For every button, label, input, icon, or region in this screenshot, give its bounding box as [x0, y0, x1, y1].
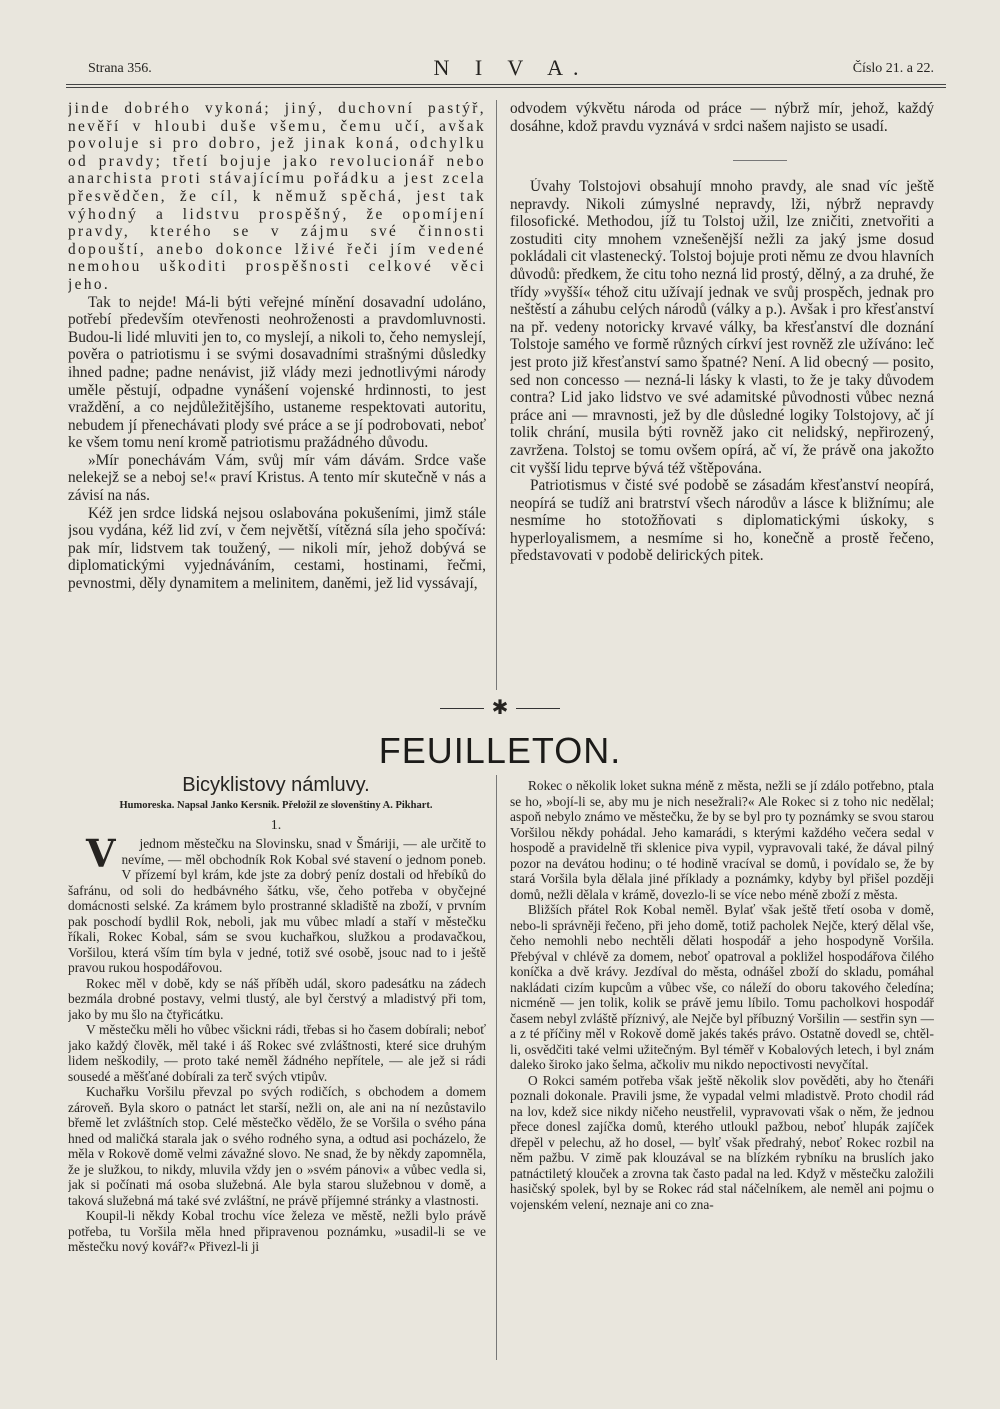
commentary-column	[510, 178, 934, 690]
page-number: Strana 356.	[88, 61, 152, 76]
article-paragraph: »Mír ponechávám Vám, svůj mír vám dávám. Srdce vaše nelekejž se a neboj se!« praví Kristus. A tento mír skutečně v nás a závisí na nás.	[68, 451, 486, 505]
story-paragraph-text: jednom městečku na Slovinsku, snad v Šmáriji, — ale určitě to nevíme, — měl obchodník Rok Kobal své stavení o jednom poneb. V přízemí byl krám, kde jste za dobrý peníz dostali od hřebíků do šafránu, od soli do hedbávného šátku, vše, čeho potřeba v obyčejné domácnosti selské. Za krámem bylo prostranné skladiště na zboží, v prvním pak poschodí bydlil Rok, neboli, jak mu vůbec mladí a staří v městečku říkali, Rokec Kobal, sám se svou kuchařkou, služkou a prodavačkou, Voršilou, která vším tím byla v jedné, totiž své osobě, jsouc nad to i ještě pravou rukou hospodářovou.	[68, 836, 486, 975]
journal-title: N I V A.	[433, 55, 589, 80]
article-paragraph: Tak to nejde! Má-li býti veřejné mínění dosavadní udoláno, potřebí především otevřenosti neohroženosti a pravdomluvnosti. Budou-li lidé mluviti jen to, co myslejí, a nikoli to, čeho nemyslejí, pověra o patriotismu i se svými dosavadními strašnými důsledky ihned padne; padne nenávist, již vlády mezi jednotlivými národy uměle pěstují, odpadne vynášení vojenské hrdinnosti, to jest vraždění, a co nejdůležitějšího, ustaneme respektovati autoritu, nebudem jí přenechávati plody své práce a se jí podrobovati, neboť ke všem tomu není kromě patriotismu pražádného důvodu.	[68, 293, 486, 452]
story-paragraph: Kuchařku Voršilu převzal po svých rodičích, s obchodem a domem zároveň. Byla skoro o patnáct let starší, nežli on, ale ani na ní nezůstavilo břemě let zvláštních stop. Celé městečko vědělo, že se Voršila o svého pána hned od maličká starala jak o svého rodného syna, a odtud asi pocházelo, že měla v Rokově domě velmi závažné slovo. Ne snad, že by někdy zapomněla, že je služkou, to nikdy, mluvila vždy jen o »svém pánovi« a vůbec vedla si, jak si počínati má osoba služebná. Ale byla starou služebnou v domě, a taková služebná má také své zvláštní, ne právě příjemné stránky a vlastnosti.	[68, 1084, 486, 1208]
commentary-paragraph: Úvahy Tolstojovi obsahují mnoho pravdy, ale snad víc ještě nepravdy. Nikoli zúmyslné nepravdy, lži, nýbrž nepravdy filosofické. Methodou, jíž tu Tolstoj užil, lze zničiti, znetvořiti a zostuditi city mnohem vznešenější nežli za jaký jsme dosud pokládali cit vlastenecký. Tolstoj bojuje proti němu ze dvou hlavních důvodů: předkem, že citu toho nezná lid prostý, dělný, a za druhé, že třídy »vyšší« téhož citu užívají jednak ve svůj prospěch, jednak pro neštěstí a záhubu celých národů (války a p.). Avšak i pro křesťanství na př. vedeny notoricky krvavé války, ba křesťanství dle doznání Tolstoje samého ve formě různých církví jest rovněž zle užíváno: leč jest proto již křesťanství samo špatné? Není. A lid obecný — posito, sed non concesso — nezná-li lásky k vlasti, to že je taky důvodem contra? Lid jako lidstvo ve své adamitské původnosti vůbec nezná práce ani — mravnosti, jež by dle důsledné logiky Tolstojovy, ač jí tolik chrání, musila býti rovněž jako cit nelidský, nepřirozený, zavržena. Tolstoj se tomu ovšem opírá, ač ví, že právě ona jakožto cit vyšší lidu teprve bývá též vštěpována.	[510, 178, 934, 477]
article-left-column	[68, 100, 486, 688]
page-header	[88, 55, 934, 81]
ornament-line	[440, 708, 484, 709]
header-rule-double	[66, 87, 946, 88]
story-paragraph: V městečku měli ho vůbec všickni rádi, třebas si ho časem dobírali; neboť jako každý člověk, měl také i áš Rokec své zvláštnosti, které sice druhým lidem neškodily, — proto také neměl žádného nepřítele, — ale jež si rádi sousedé a měšťané dobírali za terč svých vtipův.	[68, 1022, 486, 1084]
feuilleton-left-column	[68, 836, 486, 1356]
dropcap-letter: V	[86, 836, 116, 876]
article-paragraph: jinde dobrého vykoná; jiný, duchovní pastýř, nevěří v hloubi duše všemu, čemu učí, avšak povoluje si pro dobro, jež jinak koná, odchylku od pravdy; třetí bojuje jako revolucionář nebo anarchista proti stávajícímu pořádku a jest zcela přesvědčen, že cíl, k němuž spěchá, jest tak výhodný a lidstvu prospěšný, že opomíjení pravdy, kterého se v zájmu své činnosti dopouští, anebo dokonce lživé řeči jím vedené nemohou uškoditi prospěšnosti celkové věci jeho.	[68, 100, 486, 293]
story-paragraph: Rokec o několik loket sukna méně z města, nežli se jí zdálo potřebno, ptala se ho, »bojí-li se, aby mu je nich nesežrali?« Ale Rokec si z toho nic nedělal; aspoň nebylo známo ve městečku, že by se byl pro ty poznámky se svou starou Voršilou někdy pohádal. Jeho kamarádi, s kterými každého večera sedal v hospodě a pravidelně tři sklenice piva vypil, vypravovali také, že dával pilný pozor na devátou hodinu; o té hodině vracíval se domů, i povídalo se, že by stará Voršila byla dělala jiné příklady a poznámky, kdyby byl přišel později domů, nežli dělala v krámě, dovezlo-li se více nebo méně zboží z města.	[510, 778, 934, 902]
ornament-star-icon: ✱	[491, 697, 509, 719]
ornament-divider	[440, 697, 560, 721]
column-rule	[496, 100, 497, 690]
story-paragraph: Koupil-li někdy Kobal trochu více železa ve městě, nežli bylo právě potřeba, tu Voršila měla hned připravenou poznámku, »usadil-li se ve městečku nový kovář?« Přivezl-li ji	[68, 1208, 486, 1254]
commentary-paragraph: Patriotismus v čisté své podobě se zásadám křesťanství neopírá, neopírá se tudíž ani bratrství všech národův a lásce k bližnímu; ale nesmíme ho stotožňovati s diplomatickými úskoky, s hyperloyalismem, a nesmíme si ho, konečně a prostě řečeno, představovati v podobě delirických pitek.	[510, 477, 934, 565]
ornament-line	[516, 708, 560, 709]
header-rule	[66, 84, 946, 85]
feuilleton-right-column	[510, 778, 934, 1358]
issue-number: Číslo 21. a 22.	[852, 61, 934, 76]
section-divider	[733, 160, 787, 161]
article-right-column	[510, 100, 934, 158]
article-paragraph: odvodem výkvětu národa od práce — nýbrž mír, jehož, každý dosáhne, kdož pravdu vyznává v srdci našem najisto se usadí.	[510, 100, 934, 135]
feuilleton-heading: FEUILLETON.	[378, 730, 622, 771]
story-paragraph	[68, 836, 486, 976]
story-byline: Humoreska. Napsal Janko Kersnik. Přeložil ze slovenštiny A. Pikhart.	[119, 800, 433, 811]
story-paragraph: Bližších přátel Rok Kobal neměl. Bylať však ještě třetí osoba v domě, nebo-li správněji řečeno, při jeho domě, totiž pacholek Nejče, který dělal vše, čeho nemohli nebo nechtěli dělati hospodář a jeho hospodyně Voršila. Přebýval v chlévě za domem, neboť opatroval a pokližel hospodářova čilého koníčka a dvě krávy. Jezdíval do města, odnášel zboží do skladu, pomáhal nakládati cizím kupcům a vůbec vše, co náleží do oboru takového čeledína; nicméně — jen tolik, kolik se právě jemu líbilo. Tomu pacholkovi hospodář časem nebyl zvláště příznivý, ale Nejče byl příbuzný Voršilin — sestřin syn — a z té příčiny měl v Rokově domě jakés takés právo. Ostatně dovedl se, chtěl-li, osvědčiti také velmi užitečným. Byl téměř v Kobalových letech, i byl znám daleko široko jako šelma, ačkoliv mu nikdo nepoctivosti nevyčítal.	[510, 902, 934, 1072]
article-paragraph: Kéž jen srdce lidská nejsou oslabována pokušeními, jimž stále jsou vydána, kéž lid zví, v čem největší, vítězná síla jeho spočívá: pak mír, lidstvem tak toužený, — nikoli mír, jehož dobývá se diplomatickými vyjednáváním, cestami, hostinami, řečmi, pevnostmi, děly dynamitem a melinitem, daněmi, jež lid vyssávají,	[68, 504, 486, 593]
story-paragraph: O Rokci samém potřeba však ještě několik slov pověděti, aby ho čtenáři poznali dokonale. Pravili jsme, že vypadal velmi mladistvě. Proto chodil rád na lov, kdež sice nikdy ničeho neustřelil, vypravovati však o něm, že jednou přece donesl zajíčka domů, kterého utloukl pažbou, neboť hlupák zajíček dřepěl v pelechu, až ho dosel, — bylť však předrahý, neboť Rokec rozbil na něm pažbu. V zimě pak klouzával se na blízkém rybníku na bruslích jako patnáctiletý klouček a zrovna tak často padal na led. Když v městečku založili hasičský spolek, byl by se Rokec rád stal náčelníkem, ale neměl ani pojmu o vojenském velení, neznaje ani co zna-	[510, 1072, 934, 1212]
story-paragraph: Rokec měl v době, kdy se náš příběh udál, skoro padesátku na zádech bezmála drobné postavy, velmi tlustý, ale byl čerstvý a mladistvý při tom, jako by mu šlo na čtyřicátku.	[68, 975, 486, 1022]
column-rule	[496, 775, 497, 1360]
chapter-number: 1.	[270, 818, 282, 833]
story-title: Bicyklistovy námluvy.	[182, 774, 370, 796]
